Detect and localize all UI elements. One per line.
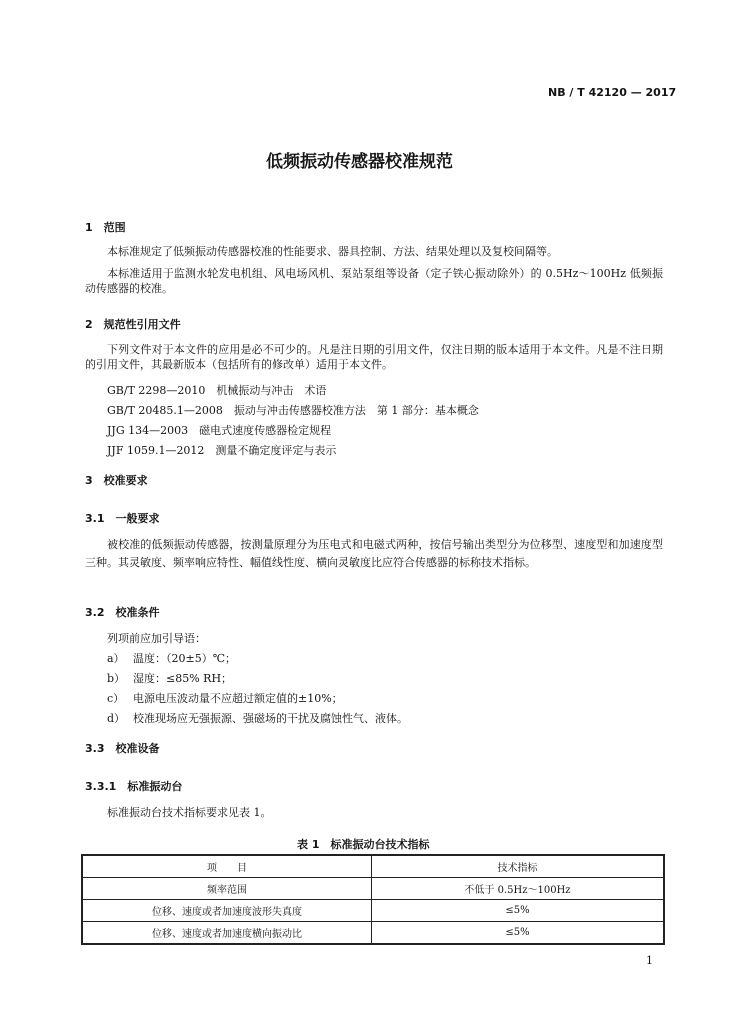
table-cell: 位移、速度或者加速度横向振动比 <box>82 922 372 945</box>
section-2-intro: 下列文件对于本文件的应用是必不可少的。凡是注日期的引用文件，仅注日期的版本适用于本文件。凡是不注日期的引用文件，其最新版本（包括所有的修改单）适用于本文件。 <box>85 343 663 371</box>
table-caption: 表 1 标准振动台技术指标 <box>297 838 430 851</box>
list-item: 湿度：≤85% RH； <box>133 672 233 685</box>
table-cell: 位移、速度或者加速度波形失真度 <box>82 900 372 922</box>
section-3-3-1-text: 标准振动台技术指标要求见表 1。 <box>107 806 272 819</box>
standard-code-header: NB / T 42120 — 2017 <box>548 86 677 99</box>
section-3-heading: 3 校准要求 <box>85 474 148 487</box>
section-1-paragraph-1: 本标准规定了低频振动传感器校准的性能要求、器具控制、方法、结果处理以及复校间隔等。 <box>107 245 558 258</box>
reference-item: GB/T 20485.1—2008 振动与冲击传感器校准方法 第 1 部分：基本概念 <box>107 404 479 417</box>
table-row <box>82 900 664 922</box>
table-header-row <box>82 855 664 878</box>
section-1-paragraph-2: 本标准适用于监测水轮发电机组、风电场风机、泵站泵组等设备（定子铁心振动除外）的 0.5Hz～100Hz 低频振动传感器的校准。 <box>85 267 663 295</box>
list-label: c） <box>107 692 125 705</box>
table-cell: 不低于 0.5Hz～100Hz <box>372 878 665 900</box>
section-1-heading: 1 范围 <box>85 221 126 234</box>
table-cell: ≤5% <box>372 922 665 945</box>
section-3-1-text: 被校准的低频振动传感器，按测量原理分为压电式和电磁式两种，按信号输出类型分为位移型、速度型和加速度型三种。其灵敏度、频率响应特性、幅值线性度、横向灵敏度比应符合传感器的标称技术指标。 <box>85 538 663 569</box>
list-item: 电源电压波动量不应超过额定值的±10%； <box>133 692 343 705</box>
list-label: a） <box>107 652 125 665</box>
list-item: 校准现场应无强振源、强磁场的干扰及腐蚀性气、液体。 <box>133 712 408 725</box>
table-row <box>82 922 664 945</box>
section-3-3-heading: 3.3 校准设备 <box>85 742 160 755</box>
table-row <box>82 878 664 900</box>
reference-item: GB/T 2298—2010 机械振动与冲击 术语 <box>107 384 327 397</box>
table-header-cell: 技术指标 <box>372 855 665 878</box>
reference-item: JJG 134—2003 磁电式速度传感器检定规程 <box>107 424 332 437</box>
list-label: d） <box>107 712 126 725</box>
list-item: 温度：（20±5）℃； <box>133 652 237 665</box>
section-3-1-heading: 3.1 一般要求 <box>85 512 160 525</box>
section-3-2-heading: 3.2 校准条件 <box>85 606 160 619</box>
list-label: b） <box>107 672 126 685</box>
table-cell: 频率范围 <box>82 878 372 900</box>
table-header-cell: 项 目 <box>82 855 372 878</box>
reference-item: JJF 1059.1—2012 测量不确定度评定与表示 <box>107 444 337 457</box>
page-number: 1 <box>646 954 653 967</box>
list-intro: 列项前应加引导语： <box>107 632 206 645</box>
table-cell: ≤5% <box>372 900 665 922</box>
standard-vibration-table <box>81 854 665 945</box>
page-title: 低频振动传感器校准规范 <box>266 152 453 172</box>
section-2-heading: 2 规范性引用文件 <box>85 318 181 331</box>
section-3-3-1-heading: 3.3.1 标准振动台 <box>85 780 183 793</box>
